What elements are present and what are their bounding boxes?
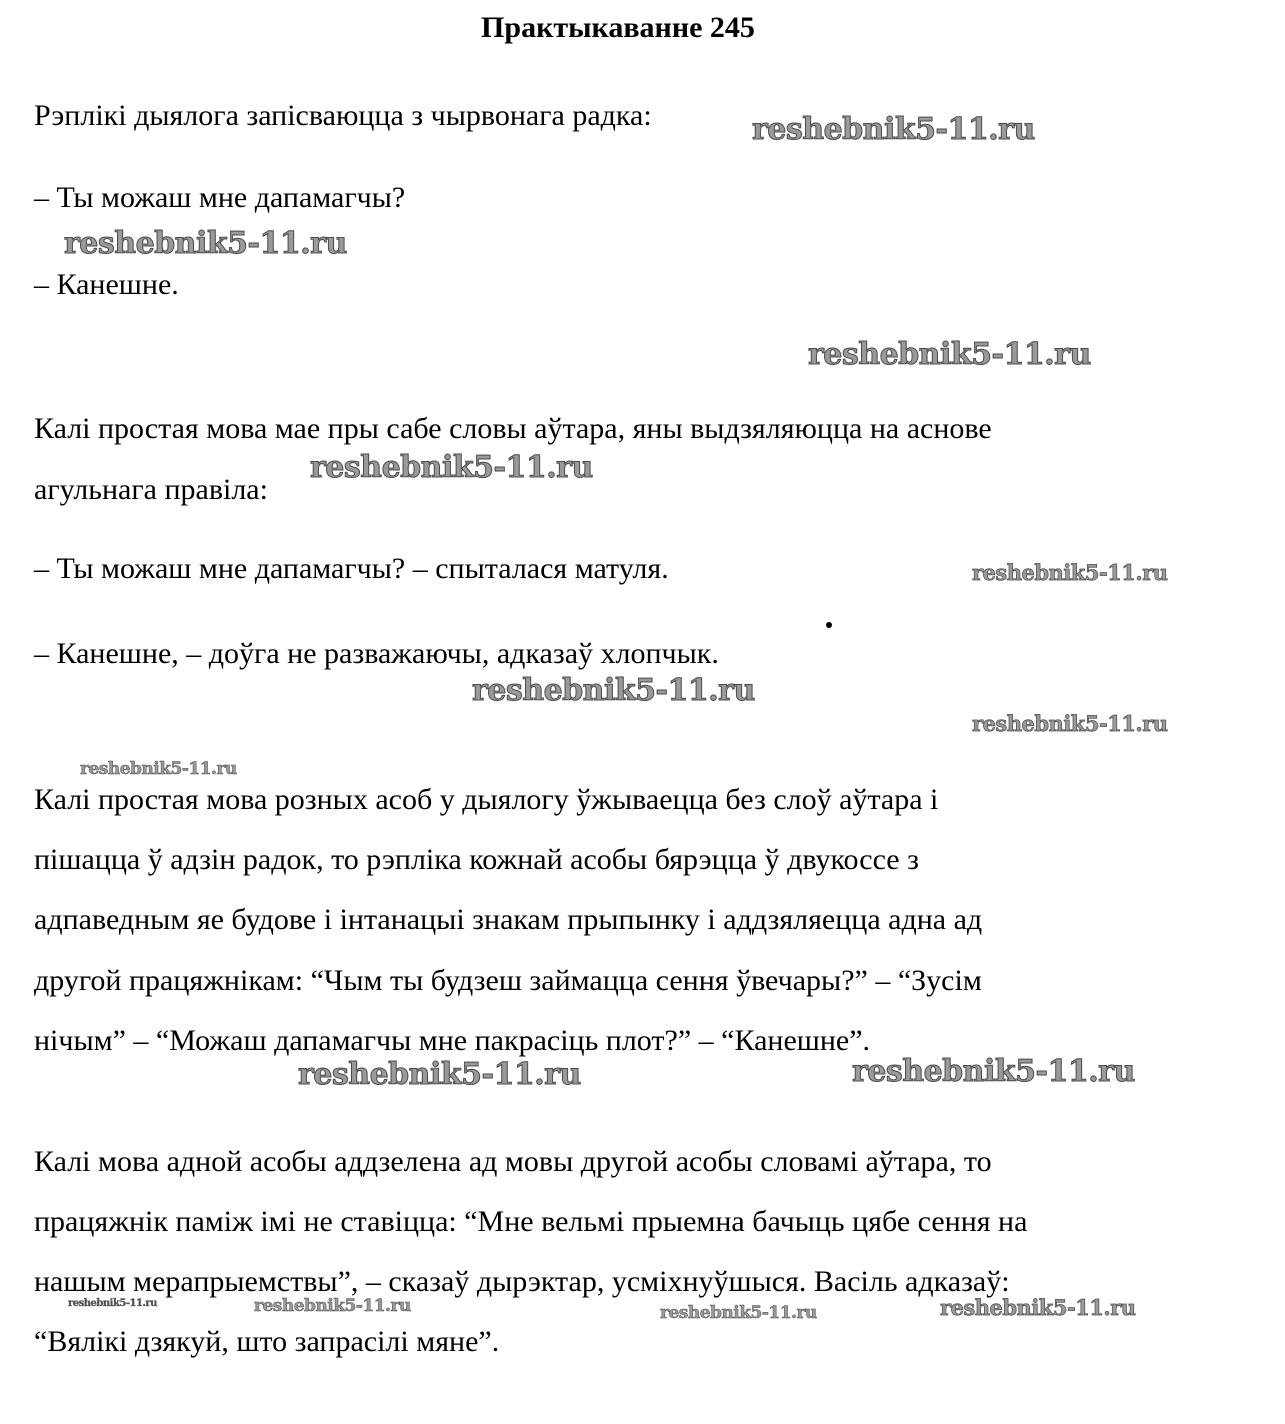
paragraph-line: Калі простая мова розных асоб у дыялогу ўжываецца без слоў аўтара і	[34, 783, 939, 816]
watermark: reshebnik5-11.ru	[64, 226, 347, 261]
watermark: reshebnik5-11.ru	[940, 1295, 1136, 1320]
watermark: reshebnik5-11.ru	[660, 1303, 817, 1323]
paragraph-line: пішацца ў адзін радок, то рэпліка кожнай асобы бярэцца ў двукоссе з	[34, 843, 919, 876]
watermark: reshebnik5-11.ru	[972, 711, 1168, 736]
paragraph-line: агульнага правіла:	[34, 473, 268, 506]
dialog-line: – Канешне.	[34, 268, 179, 301]
watermark: reshebnik5-11.ru	[752, 112, 1035, 147]
page-title: Практыкаванне 245	[481, 11, 755, 44]
dot-mark	[826, 622, 832, 628]
paragraph-line: Калі мова адной асобы аддзелена ад мовы другой асобы словамі аўтара, то	[34, 1145, 992, 1178]
dialog-line: – Ты можаш мне дапамагчы?	[34, 181, 406, 214]
watermark: reshebnik5-11.ru	[972, 560, 1168, 585]
paragraph-line: Рэплікі дыялога запісваюцца з чырвонага радка:	[34, 99, 652, 132]
watermark: reshebnik5-11.ru	[852, 1054, 1135, 1089]
watermark: reshebnik5-11.ru	[310, 450, 593, 485]
watermark: reshebnik5-11.ru	[80, 759, 237, 779]
watermark: reshebnik5-11.ru	[254, 1296, 411, 1316]
paragraph-line: працяжнік паміж імі не ставіцца: “Мне вельмі прыемна бачыць цябе сення на	[34, 1205, 1028, 1238]
paragraph-line: Калі простая мова мае пры сабе словы аўтара, яны выдзяляюцца на аснове	[34, 412, 992, 445]
paragraph-line: нічым” – “Можаш дапамагчы мне пакрасіць плот?” – “Канешне”.	[34, 1024, 871, 1057]
paragraph-line: нашым мерапрыемствы”, – сказаў дырэктар, усміхнуўшыся. Васіль адказаў:	[34, 1265, 1010, 1298]
paragraph-line: другой працяжнікам: “Чым ты будзеш займацца сення ўвечары?” – “Зусім	[34, 964, 982, 997]
watermark: reshebnik5-11.ru	[298, 1057, 581, 1092]
paragraph-line: адпаведным яе будове і інтанацыі знакам прыпынку і аддзяляецца адна ад	[34, 903, 983, 936]
watermark: reshebnik5-11.ru	[808, 337, 1091, 372]
paragraph-line: “Вялікі дзякуй, што запрасілі мяне”.	[34, 1325, 500, 1358]
watermark: reshebnik5-11.ru	[68, 1298, 157, 1309]
dialog-line: – Ты можаш мне дапамагчы? – спыталася матуля.	[34, 552, 669, 585]
dialog-line: – Канешне, – доўга не разважаючы, адказаў хлопчык.	[34, 637, 719, 670]
watermark: reshebnik5-11.ru	[472, 673, 755, 708]
